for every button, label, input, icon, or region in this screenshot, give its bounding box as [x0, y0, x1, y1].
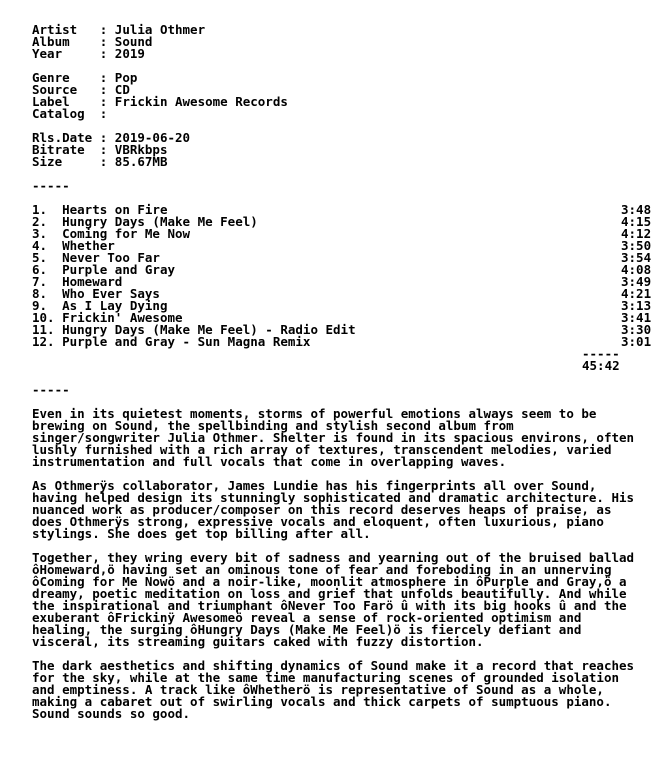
- meta-row-album: Album : Sound: [32, 34, 153, 49]
- release-date-value: 2019-06-20: [114, 130, 191, 145]
- track-duration: 3:49: [621, 274, 652, 289]
- label-value: Frickin Awesome Records: [114, 94, 288, 109]
- track-title: Homeward: [62, 274, 123, 289]
- meta-row-catalog: Catalog :: [32, 106, 115, 121]
- track-duration: 3:54: [621, 250, 652, 265]
- bitrate-value: VBRkbps: [114, 142, 168, 157]
- track-title: Never Too Far: [62, 250, 160, 265]
- meta-row-size: Size : 85.67MB: [32, 154, 168, 169]
- track-title: Hungry Days (Make Me Feel) - Radio Edit: [62, 322, 356, 337]
- meta-row-year: Year : 2019: [32, 46, 145, 61]
- separator: -----: [32, 178, 70, 193]
- track-title: Whether: [62, 238, 115, 253]
- track-duration: 4:12: [621, 226, 652, 241]
- track-duration: 3:01: [621, 334, 652, 349]
- meta-block-file: [32, 132, 656, 168]
- review: [32, 408, 656, 720]
- track-duration: 4:08: [621, 262, 652, 277]
- track-duration: 4:15: [621, 214, 652, 229]
- track-row: [32, 264, 656, 276]
- track-duration: 3:13: [621, 298, 652, 313]
- track-number: 2.: [32, 214, 63, 229]
- track-title: As I Lay Dying: [62, 298, 168, 313]
- track-number: 12.: [32, 334, 63, 349]
- track-number: 4.: [32, 238, 63, 253]
- track-title: Coming for Me Now: [62, 226, 191, 241]
- review-paragraph: The dark aesthetics and shifting dynamics of Sound make it a record that reaches for the sky, while at the same time manufacturing scenes of grounded isolation and emptiness. A track like ôWhetherö is representative of Sound as a whole, making a cabaret out of swirling vocals and thick carpets of sumptuous piano. Sound sounds so good.: [32, 658, 635, 721]
- meta-row-bitrate: Bitrate : VBRkbps: [32, 142, 168, 157]
- track-number: 11.: [32, 322, 63, 337]
- track-number: 7.: [32, 274, 63, 289]
- track-title: Frickin' Awesome: [62, 310, 183, 325]
- track-number: 1.: [32, 202, 63, 217]
- track-number: 10.: [32, 310, 63, 325]
- track-title: Who Ever Says: [62, 286, 160, 301]
- total-duration: 45:42: [582, 358, 620, 373]
- track-title: Hungry Days (Make Me Feel): [62, 214, 258, 229]
- meta-block-source: [32, 72, 656, 120]
- size-value: 85.67MB: [114, 154, 168, 169]
- track-number: 5.: [32, 250, 63, 265]
- review-paragraph: Together, they wring every bit of sadness and yearning out of the bruised ballad ôHomeward,ö having set an ominous tone of fear and foreboding in an unnerving ôComing for Me Nowö and a noir-like, moonlit atmosphere in ôPurple and Gray,ö a dreamy, poetic meditation on loss and grief that unfolds beautifully. And while the inspirational and triumphant ôNever Too Farö û with its big hooks û and the exuberant ôFrickinÿ Awesomeö reveal a sense of rock-oriented optimism and healing, the surging ôHungry Days (Make Me Feel)ö is fiercely defiant and visceral, its streaming guitars caked with fuzzy distortion.: [32, 550, 635, 649]
- source-value: CD: [114, 82, 130, 97]
- track-row: [32, 336, 656, 348]
- total-separator: -----: [582, 346, 620, 361]
- track-number: 6.: [32, 262, 63, 277]
- separator-2: -----: [32, 382, 70, 397]
- track-duration: 3:50: [621, 238, 652, 253]
- review-paragraph: As Othmerÿs collaborator, James Lundie has his fingerprints all over Sound, having helped design its stunningly sophisticated and dramatic architecture. His nuanced work as producer/composer on this record deserves heaps of praise, as does Othmerÿs strong, expressive vocals and eloquent, often luxurious, piano stylings. She does get top billing after all.: [32, 478, 635, 541]
- meta-row-genre: Genre : Pop: [32, 70, 138, 85]
- review-paragraph: Even in its quietest moments, storms of powerful emotions always seem to be brewing on Sound, the spellbinding and stylish second album from singer/songwriter Julia Othmer. Shelter is found in its spacious environs, often lushly furnished with a rich array of textures, transcendent melodies, varied instrumentation and full vocals that come in overlapping waves.: [32, 406, 635, 469]
- year-value: 2019: [114, 46, 145, 61]
- artist-value: Julia Othmer: [114, 22, 206, 37]
- track-title: Purple and Gray: [62, 262, 175, 277]
- track-duration: 3:30: [621, 322, 652, 337]
- meta-row-artist: Artist : Julia Othmer: [32, 22, 206, 37]
- meta-row-release-date: Rls.Date : 2019-06-20: [32, 130, 191, 145]
- track-duration: 4:21: [621, 286, 652, 301]
- track-title: Hearts on Fire: [62, 202, 168, 217]
- track-title: Purple and Gray - Sun Magna Remix: [62, 334, 311, 349]
- track-number: 8.: [32, 286, 63, 301]
- track-duration: 3:48: [621, 202, 652, 217]
- album-value: Sound: [114, 34, 153, 49]
- track-number: 3.: [32, 226, 63, 241]
- track-duration: 3:41: [621, 310, 652, 325]
- meta-block-release: [32, 24, 656, 60]
- track-number: 9.: [32, 298, 63, 313]
- tracklist: [32, 204, 656, 348]
- meta-row-source: Source : CD: [32, 82, 130, 97]
- track-row: [32, 228, 656, 240]
- genre-value: Pop: [114, 70, 138, 85]
- meta-row-label: Label : Frickin Awesome Records: [32, 94, 288, 109]
